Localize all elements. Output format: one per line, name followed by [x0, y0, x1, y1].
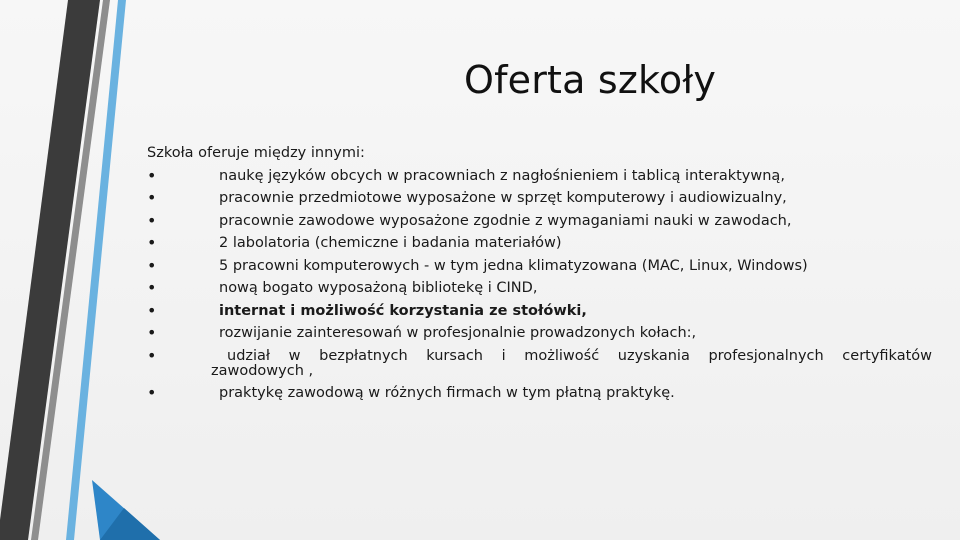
list-item [147, 255, 932, 278]
list-item-text: nową bogato wyposażoną bibliotekę i CIND, [219, 280, 538, 296]
list-item-text-line1: udział w bezpłatnych kursach i możliwość uzyskania profesjonalnych certyfikatów [227, 347, 932, 364]
offer-list [147, 165, 932, 405]
list-item [147, 345, 932, 382]
bullet-icon: • [147, 210, 157, 230]
list-item-text: 5 pracowni komputerowych - w tym jedna klimatyzowana (MAC, Linux, Windows) [219, 257, 808, 274]
list-item-text: internat i możliwość korzystania ze stołówki, [219, 302, 587, 319]
list-item-text-line2: zawodowych , [211, 363, 314, 379]
list-item [147, 165, 932, 188]
list-item-text: rozwijanie zainteresowań w profesjonalnie prowadzonych kołach:, [219, 325, 697, 341]
bullet-icon: • [147, 382, 157, 402]
bullet-icon: • [147, 233, 157, 252]
list-item-text: naukę języków obcych w pracowniach z nagłośnieniem i tablicą interaktywną, [219, 167, 785, 184]
list-item [147, 300, 932, 323]
list-item [147, 322, 932, 345]
bullet-icon: • [147, 278, 157, 297]
slide-title: Oferta szkoły [463, 58, 717, 102]
bullet-icon: • [147, 188, 157, 207]
list-item-text [211, 345, 932, 382]
intro-text: Szkoła oferuje między innymi: [147, 145, 365, 161]
slide-content [147, 142, 932, 404]
list-item-text: 2 labolatoria (chemiczne i badania materiałów) [219, 235, 562, 251]
dark-stripe [0, 0, 100, 540]
list-item [147, 382, 932, 405]
list-item [147, 277, 932, 300]
list-item [147, 232, 932, 255]
list-item-text: pracownie przedmiotowe wyposażone w sprzęt komputerowy i audiowizualny, [219, 190, 787, 206]
list-item [147, 187, 932, 210]
list-item-text: pracownie zawodowe wyposażone zgodnie z wymaganiami nauki w zawodach, [219, 212, 792, 229]
list-item [147, 210, 932, 233]
bullet-icon: • [147, 323, 157, 342]
bullet-icon: • [147, 165, 157, 185]
bullet-icon: • [147, 345, 157, 365]
bullet-icon: • [147, 255, 157, 275]
bullet-icon: • [147, 300, 157, 320]
list-item-text: praktykę zawodową w różnych firmach w tym płatną praktykę. [219, 384, 675, 401]
